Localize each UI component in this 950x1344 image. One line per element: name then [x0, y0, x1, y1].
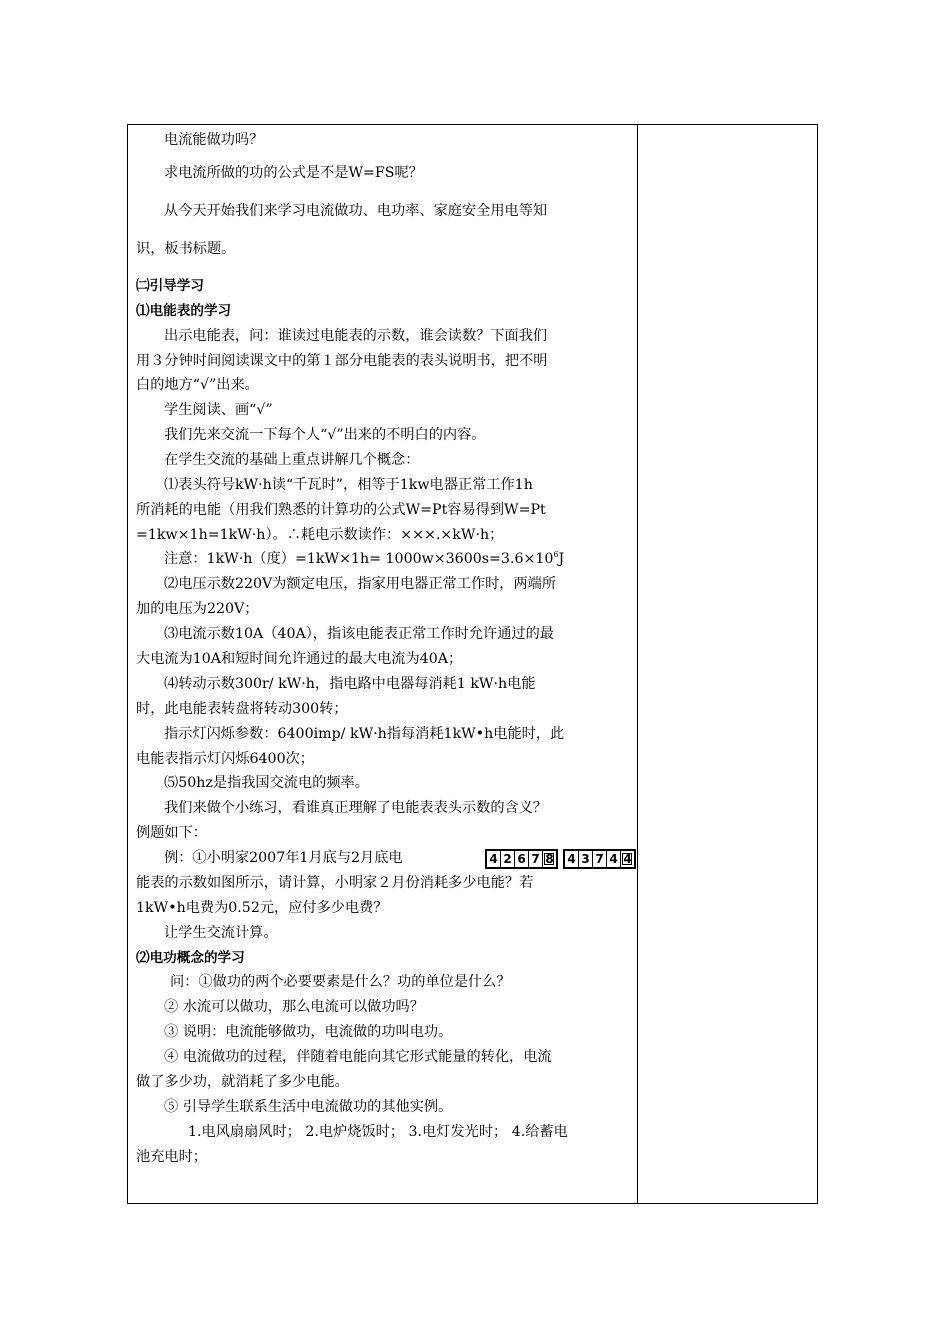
- intro-formula-question: 求电流所做的功的公式是不是W=FS呢？: [164, 165, 423, 181]
- concept1-line2: 所消耗的电能（用我们熟悉的计算功的公式W=Pt容易得到W=Pt: [136, 502, 546, 518]
- concept-intro: 在学生交流的基础上重点讲解几个概念：: [164, 452, 420, 468]
- intro-topic-line1: 从今天开始我们来学习电流做功、电功率、家庭安全用电等知: [164, 203, 548, 219]
- concept4-line1: ⑷转动示数300r/ kW·h，指电路中电器每消耗1 kW·h电能: [164, 676, 536, 692]
- indicator-line2: 电能表指示灯闪烁6400次；: [136, 751, 314, 767]
- concept1-line3: =1kw×1h=1kW·h）。∴耗电示数读作：×××.×kW·h；: [136, 527, 504, 543]
- concept2-line2: 加的电压为220V；: [136, 601, 259, 617]
- work-examples-line1: 1.电风扇扇风时； 2.电炉烧饭时； 3.电灯发光时； 4.给蓄电: [188, 1124, 568, 1140]
- exercise-intro-line1: 我们来做个小练习，看谁真正理解了电能表表头示数的含义？: [164, 800, 548, 816]
- meter-digit: 3: [578, 851, 592, 867]
- work-process-line1: ④ 电流做功的过程，伴随着电能向其它形式能量的转化，电流: [164, 1049, 552, 1065]
- indicator-line1: 指示灯闪烁参数：6400imp/ kW·h指每消耗1kW•h电能时，此: [164, 726, 565, 742]
- meter-decimal-digit: 8: [542, 851, 556, 867]
- student-reading: 学生阅读、画“√”: [164, 402, 273, 418]
- example-discussion: 让学生交流计算。: [164, 925, 278, 941]
- meter-intro-line1: 出示电能表，问：谁读过电能表的示数，谁会读数？下面我们: [164, 328, 548, 344]
- concept2-line1: ⑵电压示数220V为额定电压，指家用电器正常工作时，两端所: [164, 576, 557, 592]
- example-line3: 1kW•h电费为0.52元，应付多少电费？: [136, 900, 388, 916]
- meter-intro-line2: 用３分钟时间阅读课文中的第１部分电能表的表头说明书，把不明: [136, 353, 548, 369]
- work-question2: ② 水流可以做功，那么电流可以做功吗？: [164, 999, 424, 1015]
- example-line1: 例：①小明家2007年1月底与2月底电: [164, 850, 403, 866]
- meter-digit: 4: [489, 852, 498, 866]
- exchange-line: 我们先来交流一下每个人“√”出来的不明白的内容。: [164, 427, 486, 443]
- section-heading-guide: ㈡引导学习: [136, 278, 204, 294]
- column-divider: [637, 124, 638, 1204]
- intro-question: 电流能做功吗？: [164, 132, 264, 148]
- example-line2: 能表的示数如图所示，请计算，小明家２月份消耗多少电能？若: [136, 875, 534, 891]
- meter-digit: 4: [606, 851, 620, 867]
- meter-digit: 4: [567, 852, 576, 866]
- concept4-line2: 时，此电能表转盘将转动300转；: [136, 701, 348, 717]
- work-explanation: ③ 说明：电流能够做功，电流做的功叫电功。: [164, 1024, 453, 1040]
- meter-reading-january: [485, 849, 558, 869]
- meter-readings: [485, 849, 641, 869]
- meter-reading-february: [563, 849, 636, 869]
- concept3-line2: 大电流为10A和短时间允许通过的最大电流为40A；: [136, 651, 463, 667]
- section-heading-meter: ⑴电能表的学习: [136, 303, 232, 319]
- section-heading-work: ⑵电功概念的学习: [136, 950, 245, 966]
- concept3-line1: ⑶电流示数10A（40A），指该电能表正常工作时允许通过的最: [164, 626, 554, 642]
- work-examples-line2: 池充电时；: [136, 1149, 207, 1165]
- meter-digit: 2: [500, 851, 514, 867]
- exercise-intro-line2: 例题如下：: [136, 825, 207, 841]
- meter-intro-line3: 白的地方“√”出来。: [136, 377, 259, 393]
- work-process-line2: 做了多少功，就消耗了多少电能。: [136, 1074, 349, 1090]
- intro-topic-line2: 识，板书标题。: [136, 241, 236, 257]
- concept1-line1: ⑴表头符号kW·h读“千瓦时”，相等于1kw电器正常工作1h: [164, 477, 533, 493]
- meter-digit: 6: [514, 851, 528, 867]
- meter-digit: 7: [528, 851, 542, 867]
- work-question1: 问：①做功的两个必要要素是什么？功的单位是什么？: [170, 974, 511, 990]
- meter-decimal-digit: 4: [620, 851, 634, 867]
- meter-digit: 7: [592, 851, 606, 867]
- work-examples-prompt: ⑤ 引导学生联系生活中电流做功的其他实例。: [164, 1099, 453, 1115]
- concept5-line: ⑸50hz是指我国交流电的频率。: [164, 775, 369, 791]
- note-line: 注意：1kW·h（度）$=1kW\times 1h= 1000w\times 3600s=3.6\times 10^6J$: [164, 550, 565, 567]
